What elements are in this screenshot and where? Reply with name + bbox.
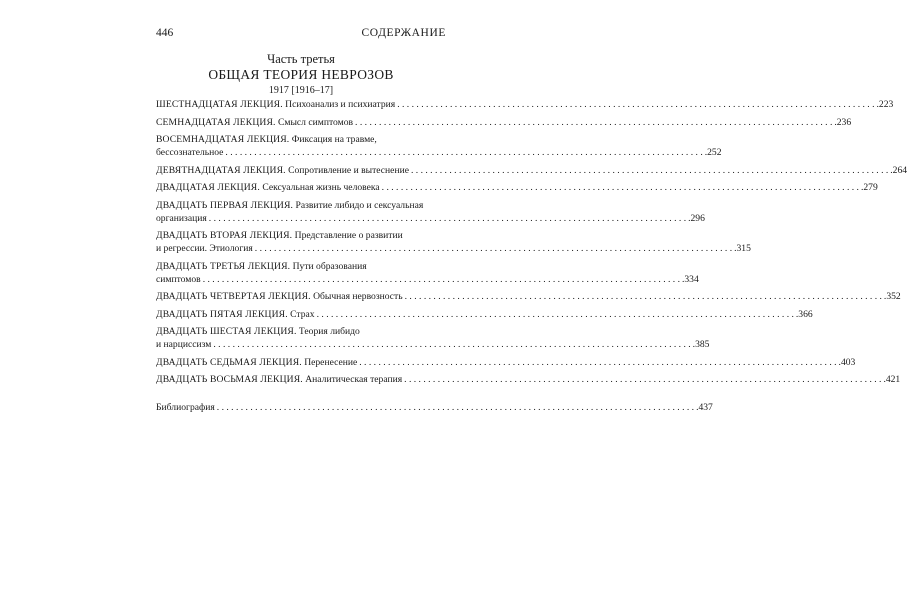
page-ref: .279 xyxy=(860,182,878,193)
lecture-subject: Фиксация на травме, xyxy=(291,134,377,145)
lecture-subject-cont: симптомов xyxy=(156,273,201,285)
toc-entry[interactable] xyxy=(156,260,699,286)
leader-dots xyxy=(217,401,694,414)
toc-entry[interactable] xyxy=(156,181,878,194)
toc-entry[interactable] xyxy=(156,199,705,225)
lecture-subject: Теория либидо xyxy=(298,326,360,337)
lecture-title: ДВАДЦАТАЯ ЛЕКЦИЯ. xyxy=(156,182,260,193)
leader-dots xyxy=(397,98,874,111)
lecture-subject-cont: организация xyxy=(156,212,207,224)
page-ref: .223 xyxy=(876,99,894,110)
leader-dots xyxy=(209,212,686,225)
part-years: 1917 [1916–17] xyxy=(268,85,334,96)
page-ref: .437 xyxy=(696,401,713,413)
page-header xyxy=(156,27,446,43)
lecture-subject-cont: и нарциссизм xyxy=(156,339,212,350)
lecture-title: ДВАДЦАТЬ ТРЕТЬЯ ЛЕКЦИЯ. xyxy=(156,260,291,272)
part-title: ОБЩАЯ ТЕОРИЯ НЕВРОЗОВ xyxy=(208,67,394,82)
leader-dots xyxy=(255,242,732,255)
lecture-subject: Сексуальная жизнь человека xyxy=(262,182,380,193)
page-ref: .315 xyxy=(734,243,751,254)
leader-dots xyxy=(203,273,680,286)
toc-entry-bibliography[interactable] xyxy=(156,401,713,414)
leader-dots xyxy=(411,164,888,177)
page-ref: .334 xyxy=(681,273,699,285)
part-heading xyxy=(156,52,446,98)
page-ref: .403 xyxy=(838,356,856,368)
lecture-title: ДЕВЯТНАДЦАТАЯ ЛЕКЦИЯ. xyxy=(156,164,286,176)
page-ref: .236 xyxy=(834,116,852,128)
leader-dots xyxy=(355,116,832,129)
leader-dots xyxy=(317,308,794,321)
lecture-title: ДВАДЦАТЬ ПЯТАЯ ЛЕКЦИЯ. xyxy=(156,308,288,320)
toc-entry[interactable] xyxy=(156,164,907,177)
leader-dots xyxy=(382,181,859,194)
lecture-title: ШЕСТНАДЦАТАЯ ЛЕКЦИЯ. xyxy=(156,99,283,110)
part-label: Часть третья xyxy=(267,52,335,66)
lecture-title: ДВАДЦАТЬ СЕДЬМАЯ ЛЕКЦИЯ. xyxy=(156,356,302,368)
toc-entry[interactable] xyxy=(156,356,856,369)
lecture-title: СЕМНАДЦАТАЯ ЛЕКЦИЯ. xyxy=(156,116,276,128)
bibliography-label: Библиография xyxy=(156,401,215,413)
lecture-subject: Перенесение xyxy=(304,356,358,368)
lecture-title: ДВАДЦАТЬ ВОСЬМАЯ ЛЕКЦИЯ. xyxy=(156,374,303,385)
toc-entry[interactable] xyxy=(156,116,852,129)
lecture-subject: Пути образования xyxy=(292,260,367,272)
toc-entry[interactable] xyxy=(156,98,894,111)
lecture-subject: Психоанализ и психиатрия xyxy=(285,99,396,110)
page-number: 446 xyxy=(156,27,174,39)
page-ref: .385 xyxy=(692,339,710,350)
leader-dots xyxy=(225,146,702,159)
toc-entry[interactable] xyxy=(156,290,901,303)
lecture-subject: Сопротивление и вытеснение xyxy=(288,164,409,176)
lecture-title: ДВАДЦАТЬ ПЕРВАЯ ЛЕКЦИЯ. xyxy=(156,199,294,211)
lecture-subject: Смысл симптомов xyxy=(278,116,354,128)
lecture-title: ДВАДЦАТЬ ВТОРАЯ ЛЕКЦИЯ. xyxy=(156,230,293,241)
toc-entry[interactable] xyxy=(156,373,901,386)
leader-dots xyxy=(404,373,881,386)
page-ref: .352 xyxy=(883,291,901,302)
toc-entry[interactable] xyxy=(156,308,813,321)
page-ref: .252 xyxy=(704,147,722,158)
leader-dots xyxy=(405,290,882,303)
lecture-subject: Развитие либидо и сексуальная xyxy=(295,199,424,211)
lecture-title: ДВАДЦАТЬ ЧЕТВЕРТАЯ ЛЕКЦИЯ. xyxy=(156,291,311,302)
lecture-subject: Представление о развитии xyxy=(294,230,403,241)
toc-entry[interactable] xyxy=(156,133,722,159)
leader-dots xyxy=(213,338,690,351)
lecture-subject-cont: бессознательное xyxy=(156,147,224,158)
lecture-subject: Обычная нервозность xyxy=(313,291,403,302)
toc-entry[interactable] xyxy=(156,325,710,351)
table-of-contents xyxy=(156,98,907,418)
lecture-subject: Страх xyxy=(290,308,315,320)
leader-dots xyxy=(359,356,836,369)
lecture-title: ВОСЕМНАДЦАТАЯ ЛЕКЦИЯ. xyxy=(156,134,290,145)
page-ref: .296 xyxy=(688,212,705,224)
lecture-subject-cont: и регрессии. Этиология xyxy=(156,243,253,254)
page-ref: .366 xyxy=(795,308,813,320)
running-head: СОДЕРЖАНИЕ xyxy=(361,27,446,39)
lecture-title: ДВАДЦАТЬ ШЕСТАЯ ЛЕКЦИЯ. xyxy=(156,326,297,337)
lecture-subject: Аналитическая терапия xyxy=(305,374,403,385)
page-ref: .421 xyxy=(883,374,901,385)
page-ref: .264 xyxy=(890,164,907,176)
toc-entry[interactable] xyxy=(156,229,751,255)
